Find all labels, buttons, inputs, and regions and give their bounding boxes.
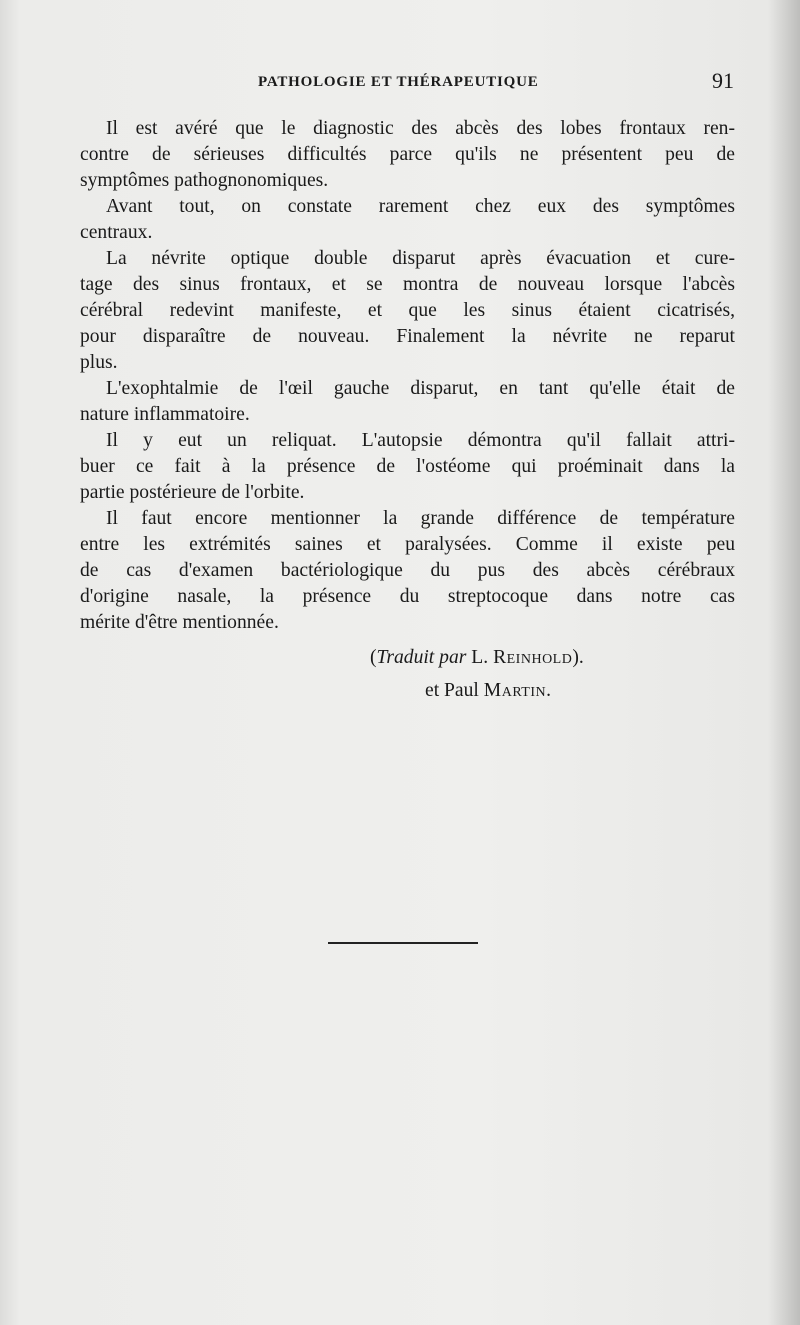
text-line: Il est avéré que le diagnostic des abcès des lobes frontaux ren- xyxy=(106,118,735,139)
close-paren: ). xyxy=(572,647,584,668)
text-line: entre les extrémités saines et paralysées. Comme il existe peu xyxy=(80,534,735,555)
text-line: cérébral redevint manifeste, et que les sinus étaient cicatrisés, xyxy=(80,300,735,321)
text-line: Il faut encore mentionner la grande différence de température xyxy=(106,508,735,529)
translation-credit xyxy=(370,647,584,669)
body-text xyxy=(80,116,735,636)
second-translator-credit xyxy=(425,680,551,702)
text-line: Il y eut un reliquat. L'autopsie démontra qu'il fallait attri- xyxy=(106,430,735,451)
text-line: symptômes pathognonomiques. xyxy=(80,170,329,191)
page-header xyxy=(0,68,800,96)
text-line: La névrite optique double disparut après évacuation et cure- xyxy=(106,248,735,269)
final-period: . xyxy=(546,680,552,701)
section-rule xyxy=(328,942,478,944)
text-line: L'exophtalmie de l'œil gauche disparut, en tant qu'elle était de xyxy=(106,378,735,399)
page-number: 91 xyxy=(712,68,734,93)
text-line: mérite d'être mentionnée. xyxy=(80,612,279,633)
text-line: Avant tout, on constate rarement chez eux des symptômes xyxy=(106,196,735,217)
and-label: et Paul xyxy=(425,680,479,701)
running-head: PATHOLOGIE ET THÉRAPEUTIQUE xyxy=(258,74,539,90)
text-line: de cas d'examen bactériologique du pus des abcès cérébraux xyxy=(80,560,735,581)
text-line: tage des sinus frontaux, et se montra de nouveau lorsque l'abcès xyxy=(80,274,735,295)
text-line: nature inflammatoire. xyxy=(80,404,250,425)
text-line: partie postérieure de l'orbite. xyxy=(80,482,305,503)
text-line: contre de sérieuses difficultés parce qu'ils ne présentent peu de xyxy=(80,144,735,165)
translated-by-label: Traduit par xyxy=(376,647,467,668)
text-line: buer ce fait à la présence de l'ostéome qui proéminait dans la xyxy=(80,456,735,477)
text-line: plus. xyxy=(80,352,118,373)
translator-name: Reinhold xyxy=(493,647,573,668)
open-paren: ( xyxy=(370,647,377,668)
translator-initial: L. xyxy=(471,647,489,668)
text-line: pour disparaître de nouveau. Finalement la névrite ne reparut xyxy=(80,326,735,347)
text-line: centraux. xyxy=(80,222,153,243)
text-line: d'origine nasale, la présence du streptocoque dans notre cas xyxy=(80,586,735,607)
second-translator-name: Martin xyxy=(483,680,547,701)
